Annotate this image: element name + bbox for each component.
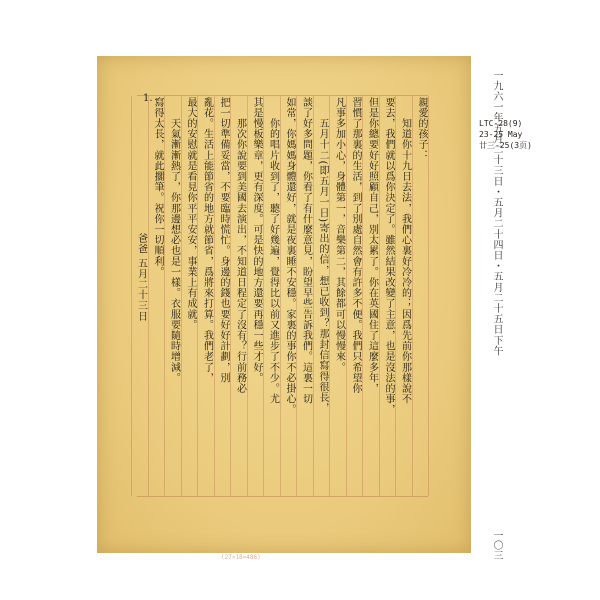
ruled-column-line bbox=[362, 96, 363, 496]
page-number: 一〇三 bbox=[491, 530, 502, 560]
ruled-column-line bbox=[428, 96, 429, 496]
ruled-column-line bbox=[197, 96, 198, 496]
ruled-column-line bbox=[148, 96, 149, 496]
letter-signature: 爸爸 五月二十三日 bbox=[135, 233, 147, 322]
running-head: 一九六一年五月二十三日・五月二十四日・五月二十五日下午 bbox=[491, 70, 502, 357]
ruled-column-line bbox=[395, 96, 396, 496]
ruled-column-line bbox=[230, 96, 231, 496]
ruled-column-line bbox=[164, 96, 165, 496]
letter-column: 你的唱片收到了，聽了好幾遍，覺得比以前又進步了不少。尤 bbox=[267, 97, 279, 405]
archive-reference-line: 廿三-25(3页) bbox=[479, 141, 532, 150]
paper-code: (27×18=486) bbox=[221, 554, 261, 561]
letter-column: 最大的安慰就是看見你平平安安，事業上有成就。 bbox=[185, 97, 196, 331]
ruled-column-line bbox=[131, 96, 132, 496]
ruled-column-line bbox=[263, 96, 264, 496]
letter-column: 天氣漸漸熱了，你那邊想必也是一樣。衣服要隨時增減。 bbox=[168, 97, 180, 384]
ruled-column-line bbox=[280, 96, 281, 496]
letter-column: 凡事多加小心，身體第一，音樂第二，其餘都可以慢慢來。 bbox=[333, 97, 345, 373]
letter-column: 親愛的孩子： bbox=[416, 97, 427, 161]
letter-column: 習慣了那裏的生活，到了別處自然會有許多不便。我們只希望你 bbox=[350, 97, 361, 394]
ruled-column-line bbox=[379, 96, 380, 496]
ruled-column-line bbox=[181, 96, 182, 496]
archive-reference bbox=[479, 118, 532, 151]
grid-bottom-line bbox=[137, 496, 428, 497]
letter-column: 如常，你媽媽身體還好，就是夜裏睡不安穩。家裏的事你不必掛心。 bbox=[284, 97, 295, 415]
ruled-column-line bbox=[412, 96, 413, 496]
letter-column: 知道你十九日去法，我們心裏好冷冷的；因爲先前你那樣說不 bbox=[399, 97, 411, 405]
letter-column: 寫得太長，就此擱筆。祝你一切順利。 bbox=[152, 97, 163, 278]
letter-column: 那次你說要到美國去演出，不知道日程定了沒有？行前務必 bbox=[234, 97, 246, 394]
letter-column: 談了好多問題，你看了有什麼意見，盼望早些告訴我們。這裏一切 bbox=[300, 97, 312, 405]
ruled-column-line bbox=[313, 96, 314, 496]
archive-reference-line: 23-25 May bbox=[479, 130, 523, 139]
letter-column: 把一切準備妥當，不要臨時慌忙。身邊的錢也要好好計劃，別 bbox=[218, 97, 229, 384]
letter-column: 要去，我們就以爲你決定了。雖然結果改變了主意，也是沒法的事， bbox=[383, 97, 394, 415]
ruled-column-line bbox=[329, 96, 330, 496]
ruled-column-line bbox=[247, 96, 248, 496]
letter-column: 亂花。生活上能節省的地方就節省，爲將來打算。我們老了， bbox=[201, 97, 213, 384]
archive-reference-line: LTC-28(9) bbox=[479, 119, 523, 128]
ruled-column-line bbox=[214, 96, 215, 496]
ruled-column-line bbox=[346, 96, 347, 496]
ruled-column-line bbox=[296, 96, 297, 496]
letter-column: 但是你總要好好照顧自己，別太累了。你在英國住了這麼多年， bbox=[366, 97, 378, 394]
letter-column: 五月十二(即五月一日)寄出的信，想已收到？那封信寫得很長， bbox=[317, 97, 328, 414]
letter-column: 其是慢板樂章，更有深度。可是快的地方還要再穩一些才好。 bbox=[251, 97, 262, 384]
sheet-number: 1. bbox=[143, 93, 153, 104]
